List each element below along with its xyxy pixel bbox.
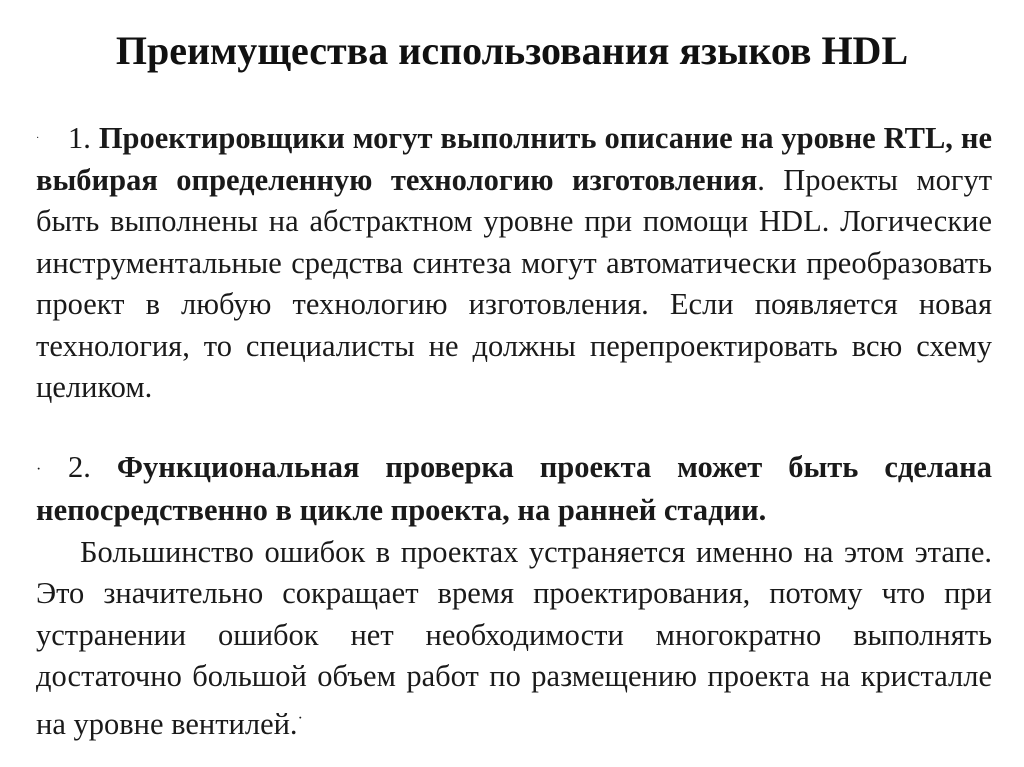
trailing-dot: · — [297, 709, 303, 727]
point-body-text: Большинство ошибок в проектах устраняется именно на этом этапе. Это значительно сокращает время проектирования, потому что при устранении ошибок нет необходимости многократно выполнять достаточно большой объем работ по размещению проекта на кристалле на уровне вентилей. — [36, 534, 992, 741]
bullet-dot: · — [36, 460, 42, 478]
point-body-text: Проекты могут быть выполнены на абстрактном уровне при помощи HDL. Логические инструментальные средства синтеза могут автоматически преобразовать проект в любую технологию изготовления. Если появляется новая технология, то специалисты не должны перепроектировать всю схему целиком. — [36, 162, 993, 404]
advantage-point-2 — [36, 447, 992, 746]
slide-title: Преимущества использования языков HDL — [115, 28, 909, 73]
point-body-block — [36, 532, 992, 746]
point-number: 2. — [68, 449, 91, 484]
bullet-dot: · — [36, 133, 40, 144]
point-lead-text: Проектировщики могут выполнить описание на уровне RTL, не выбирая определенную технологию изготовления — [36, 121, 992, 197]
advantage-point-1 — [36, 118, 992, 409]
point-number: 1. — [68, 121, 91, 155]
point-lead-period: . — [757, 162, 765, 197]
point-lead-text: Функциональная проверка проекта может быть сделана непосредственно в цикле проекта, на ранней стадии. — [36, 449, 993, 528]
slide-content — [36, 118, 992, 745]
